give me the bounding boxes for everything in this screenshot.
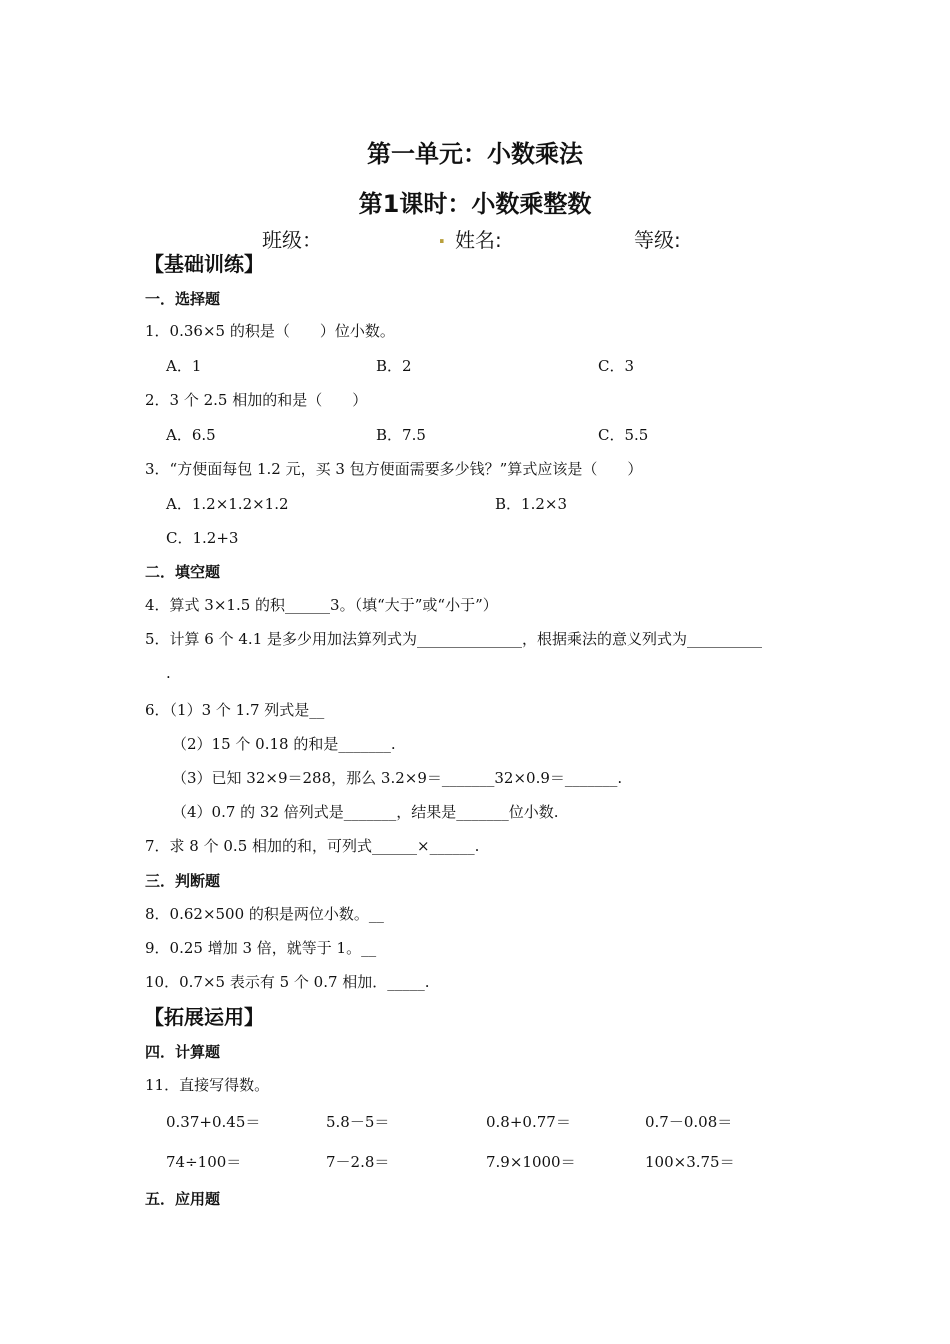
question-8: 8．0.62×500 的积是两位小数。__ — [145, 905, 384, 923]
question-6-part-4: （4）0.7 的 32 倍列式是_______，结果是_______位小数. — [172, 803, 559, 821]
question-4: 4．算式 3×1.5 的积______3。（填“大于”或“小于”） — [145, 596, 498, 614]
question-11: 11．直接写得数。 — [145, 1076, 270, 1094]
question-2: 2．3 个 2.5 相加的和是（ ） — [145, 391, 368, 409]
calc-item: 74÷100＝ — [166, 1153, 242, 1171]
q3-option-b: B．1.2×3 — [495, 495, 567, 513]
calc-item: 0.7－0.08＝ — [645, 1113, 733, 1131]
q1-option-b: B．2 — [376, 357, 412, 375]
heading-fill-in-blank: 二．填空题 — [145, 563, 221, 581]
heading-word-problems: 五．应用题 — [145, 1190, 221, 1208]
q1-option-c: C．3 — [598, 357, 635, 375]
heading-true-false: 三．判断题 — [145, 872, 221, 890]
q2-option-b: B．7.5 — [376, 426, 426, 444]
question-9: 9．0.25 增加 3 倍，就等于 1。__ — [145, 939, 377, 957]
calc-item: 0.37+0.45＝ — [166, 1113, 261, 1131]
section-basic-training: 【基础训练】 — [144, 252, 264, 276]
question-5-continuation: . — [166, 664, 171, 682]
calc-item: 100×3.75＝ — [645, 1153, 735, 1171]
heading-multiple-choice: 一．选择题 — [145, 290, 221, 308]
question-6-part-2: （2）15 个 0.18 的和是_______. — [172, 735, 396, 753]
q3-option-c: C．1.2+3 — [166, 529, 239, 547]
calc-item: 5.8－5＝ — [326, 1113, 390, 1131]
grade-label: 等级: — [634, 228, 681, 252]
heading-calculation: 四．计算题 — [145, 1043, 221, 1061]
name-label: 姓名: — [455, 228, 502, 252]
q2-option-a: A．6.5 — [166, 426, 216, 444]
q2-option-c: C．5.5 — [598, 426, 649, 444]
question-6-part-3: （3）已知 32×9＝288，那么 3.2×9＝_______32×0.9＝_______. — [172, 769, 623, 787]
question-10: 10．0.7×5 表示有 5 个 0.7 相加．_____. — [145, 973, 430, 991]
calc-item: 7－2.8＝ — [326, 1153, 390, 1171]
question-1: 1．0.36×5 的积是（ ）位小数。 — [145, 322, 395, 340]
section-extended-application: 【拓展运用】 — [144, 1005, 264, 1029]
page-subtitle: 第1课时：小数乘整数 — [358, 190, 592, 218]
question-6-part-1: 6．（1）3 个 1.7 列式是__ — [145, 701, 325, 719]
question-5: 5．计算 6 个 4.1 是多少用加法算列式为______________，根据乘法的意义列式为__________ — [145, 630, 763, 648]
q1-option-a: A．1 — [166, 357, 202, 375]
calc-item: 7.9×1000＝ — [486, 1153, 576, 1171]
page-title: 第一单元：小数乘法 — [367, 140, 583, 168]
q3-option-a: A．1.2×1.2×1.2 — [166, 495, 289, 513]
calc-item: 0.8+0.77＝ — [486, 1113, 571, 1131]
separator-dot: . — [438, 224, 446, 248]
question-7: 7．求 8 个 0.5 相加的和，可列式______×______. — [145, 837, 480, 855]
class-label: 班级： — [262, 228, 322, 252]
question-3: 3．“方便面每包 1.2 元，买 3 包方便面需要多少钱？”算式应该是（ ） — [145, 460, 643, 478]
